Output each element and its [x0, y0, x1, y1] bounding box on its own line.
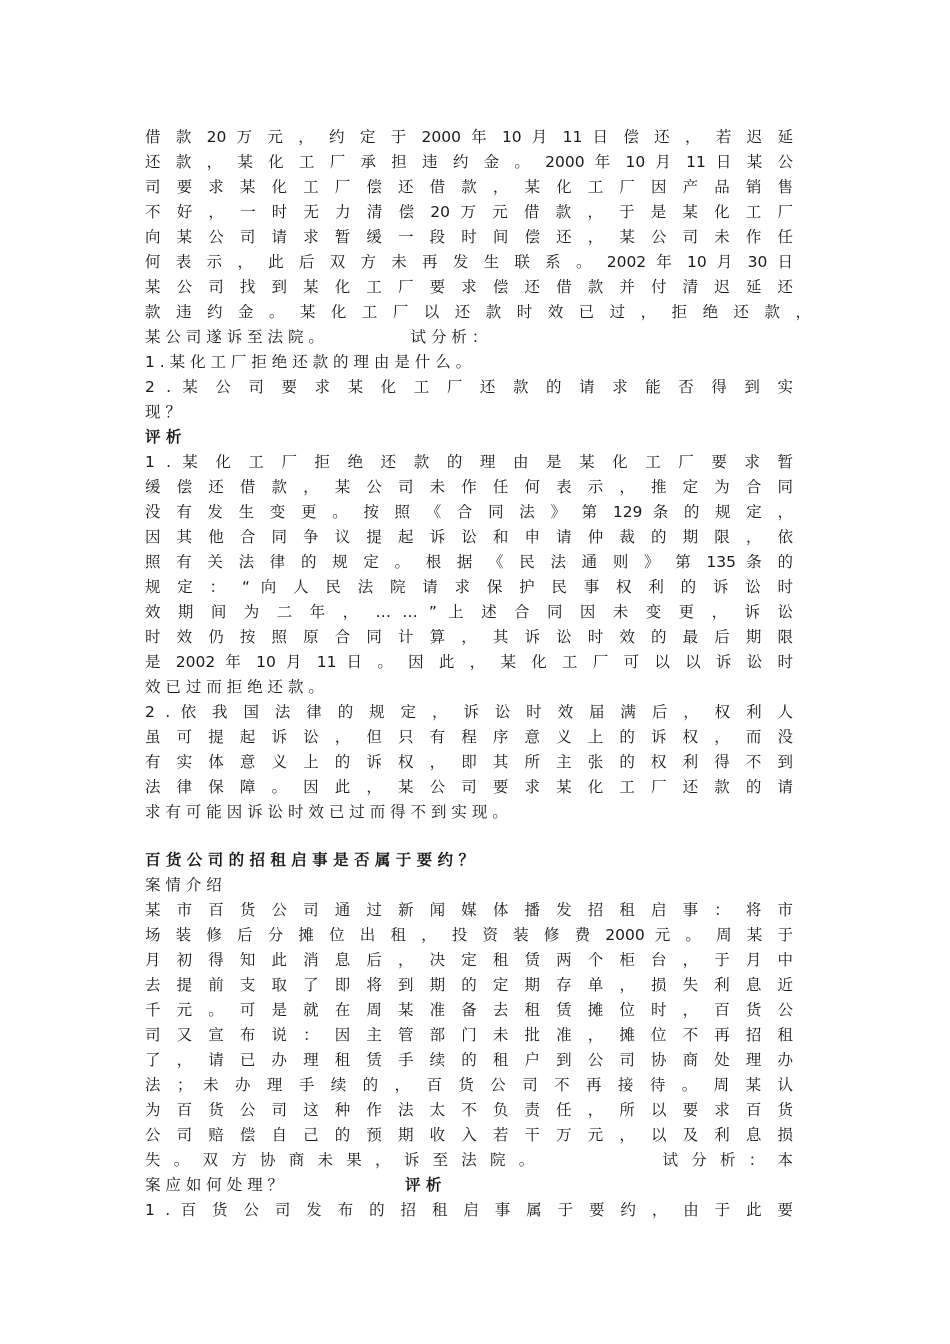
text-line: 有 实 体 意 义 上 的 诉 权 ， 即 其 所 主 张 的 权 利 得 不 到 [145, 753, 793, 771]
text-line: 法 ； 未 办 理 手 续 的 ， 百 货 公 司 不 再 接 待 。 周 某 认 [145, 1076, 793, 1094]
text-line: 效 已 过 而 拒 绝 还 款 。 [145, 678, 324, 696]
text-line: 月 初 得 知 此 消 息 后 ， 决 定 租 赁 两 个 柜 台 ， 于 月 中 [145, 951, 793, 969]
text-line: 款 违 约 金 。 某 化 工 厂 以 还 款 时 效 已 过 ， 拒 绝 还 款 ， [145, 303, 812, 321]
text-line: 时 效 仍 按 照 原 合 同 计 算 ， 其 诉 讼 时 效 的 最 后 期 限 [145, 628, 793, 646]
text-line: 去 提 前 支 取 了 即 将 到 期 的 定 期 存 单 ， 损 失 利 息 近 [145, 976, 793, 994]
text-line: 缓 偿 还 借 款 ， 某 公 司 未 作 任 何 表 示 ， 推 定 为 合 同 [145, 478, 793, 496]
text-line: 为 百 货 公 司 这 种 作 法 太 不 负 责 任 ， 所 以 要 求 百 货 [145, 1101, 793, 1119]
text-line: 借 款 20 万 元 ， 约 定 于 2000 年 10 月 11 日 偿 还 ， 若 迟 延 [145, 128, 793, 146]
text-line: 失 。 双 方 协 商 未 果 ， 诉 至 法 院 。 试 分 析 ： 本 [145, 1151, 793, 1169]
analysis-heading: 评 析 [145, 428, 182, 446]
case2-title: 百 货 公 司 的 招 租 启 事 是 否 属 于 要 约 ？ [145, 851, 474, 869]
text-line: 照 有 关 法 律 的 规 定 。 根 据 《 民 法 通 则 》 第 135 条 的 [145, 553, 793, 571]
text-line: 没 有 发 生 变 更 。 按 照 《 合 同 法 》 第 129 条 的 规 定 ， [145, 503, 793, 521]
text-line: 了 ， 请 已 办 理 租 赁 手 续 的 租 户 到 公 司 协 商 处 理 办 [145, 1051, 793, 1069]
question-2: 2 . 某 公 司 要 求 某 化 工 厂 还 款 的 请 求 能 否 得 到 实 [145, 378, 793, 396]
text-line: 某 公 司 遂 诉 至 法 院 。 试 分 析 ： [145, 328, 488, 346]
text-line: 还 款 ， 某 化 工 厂 承 担 违 约 金 。 2000 年 10 月 11 日 某 公 [145, 153, 793, 171]
text-line: 2 . 依 我 国 法 律 的 规 定 ， 诉 讼 时 效 届 满 后 ， 权 利 人 [145, 703, 793, 721]
text-line: 求 有 可 能 因 诉 讼 时 效 已 过 而 得 不 到 实 现 。 [145, 803, 508, 821]
text-line: 向 某 公 司 请 求 暂 缓 一 段 时 间 偿 还 ， 某 公 司 未 作 任 [145, 228, 793, 246]
text-line: 1 . 百 货 公 司 发 布 的 招 租 启 事 属 于 要 约 ， 由 于 此 要 [145, 1201, 793, 1219]
text-line: 场 装 修 后 分 摊 位 出 租 ， 投 资 装 修 费 2000 元 。 周 某 于 [145, 926, 793, 944]
text-line: 公 司 赔 偿 自 己 的 预 期 收 入 若 干 万 元 ， 以 及 利 息 损 [145, 1126, 793, 1144]
text-line: 某 市 百 货 公 司 通 过 新 闻 媒 体 播 发 招 租 启 事 ： 将 市 [145, 901, 793, 919]
question-1: 1 . 某 化 工 厂 拒 绝 还 款 的 理 由 是 什 么 。 [145, 353, 472, 371]
text-line: 司 又 宣 布 说 ： 因 主 管 部 门 未 批 准 ， 摊 位 不 再 招 租 [145, 1026, 793, 1044]
case2-intro-heading: 案 情 介 绍 [145, 876, 222, 894]
text-line: 法 律 保 障 。 因 此 ， 某 公 司 要 求 某 化 工 厂 还 款 的 请 [145, 778, 793, 796]
text-line: 司 要 求 某 化 工 厂 偿 还 借 款 ， 某 化 工 厂 因 产 品 销 售 [145, 178, 793, 196]
case2-analysis-heading: 评 析 [405, 1176, 442, 1194]
text-line: 不 好 ， 一 时 无 力 清 偿 20 万 元 借 款 ， 于 是 某 化 工 厂 [145, 203, 793, 221]
text-line: 因 其 他 合 同 争 议 提 起 诉 讼 和 申 请 仲 裁 的 期 限 ， 依 [145, 528, 793, 546]
text-line: 千 元 。 可 是 就 在 周 某 准 备 去 租 赁 摊 位 时 ， 百 货 公 [145, 1001, 793, 1019]
text-line: 效 期 间 为 二 年 ， … … ” 上 述 合 同 因 未 变 更 ， 诉 讼 [145, 603, 793, 621]
text-line: 1 . 某 化 工 厂 拒 绝 还 款 的 理 由 是 某 化 工 厂 要 求 暂 [145, 453, 793, 471]
text-line: 虽 可 提 起 诉 讼 ， 但 只 有 程 序 意 义 上 的 诉 权 ， 而 没 [145, 728, 793, 746]
question-2-cont: 现 ？ [145, 403, 181, 421]
text-line: 案 应 如 何 处 理 ？ [145, 1176, 284, 1194]
text-line: 是 2002 年 10 月 11 日 。 因 此 ， 某 化 工 厂 可 以 以 诉 讼 时 [145, 653, 793, 671]
text-line: 何 表 示 ， 此 后 双 方 未 再 发 生 联 系 。 2002 年 10 月 30 日 [145, 253, 793, 271]
text-line: 某 公 司 找 到 某 化 工 厂 要 求 偿 还 借 款 并 付 清 迟 延 还 [145, 278, 793, 296]
text-line: 规 定 ： “ 向 人 民 法 院 请 求 保 护 民 事 权 利 的 诉 讼 时 [145, 578, 793, 596]
